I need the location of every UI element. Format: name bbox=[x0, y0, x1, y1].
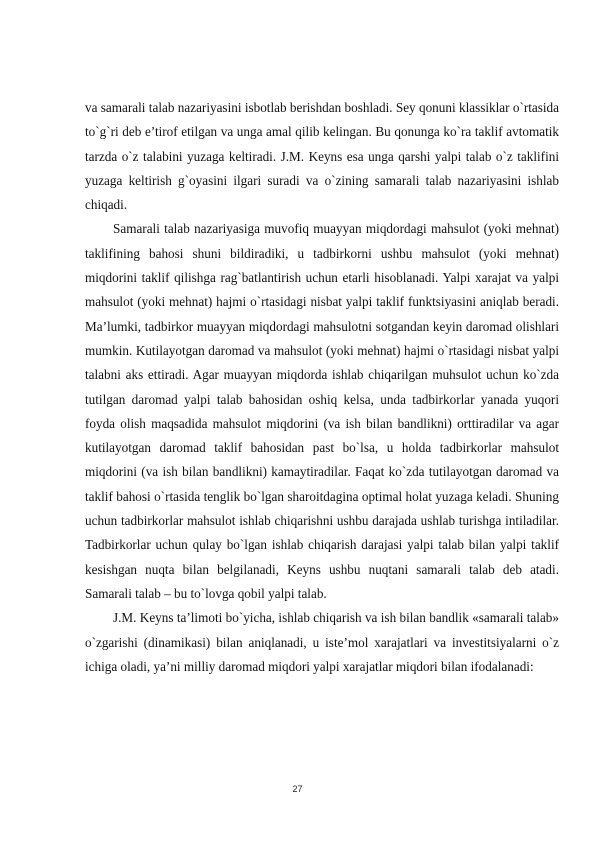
paragraph-3: J.M. Keyns ta’limoti bo`yicha, ishlab chiqarish va ish bilan bandlik «samarali talab» o`zgarishi (dinamikasi) bilan aniqlanadi, u iste’mol xarajatlari va investitsiyalarni o`z ichiga oladi, ya’ni milliy daromad miqdori yalpi xarajatlar miqdori bilan ifodalanadi: bbox=[85, 610, 559, 674]
page-number: 27 bbox=[292, 784, 303, 794]
document-body bbox=[85, 96, 559, 679]
paragraph-2: Samarali talab nazariyasiga muvofiq muayyan miqdordagi mahsulot (yoki mehnat) taklifining bahosi shuni bildiradiki, u tadbirkorni ushbu mahsulot (yoki mehnat) miqdorini taklif qilishga rag`batlantirish uchun etarli hisoblanadi. Yalpi xarajat va yalpi mahsulot (yoki mehnat) hajmi o`rtasidagi nisbat yalpi taklif funktsiyasini aniqlab beradi. Ma’lumki, tadbirkor muayyan miqdordagi mahsulotni sotgandan keyin daromad olishlari mumkin. Kutilayotgan daromad va mahsulot (yoki mehnat) hajmi o`rtasidagi nisbat yalpi talabni aks ettiradi. Agar muayyan miqdorda ishlab chiqarilgan muhsulot uchun ko`zda tutilgan daromad yalpi talab bahosidan oshiq kelsa, unda tadbirkorlar yanada yuqori foyda olish maqsadida mahsulot miqdorini (va ish bilan bandlikni) orttiradilar va agar kutilayotgan daromad taklif bahosidan past bo`lsa, u holda tadbirkorlar mahsulot miqdorini (va ish bilan bandlikni) kamaytiradilar. Faqat ko`zda tutilayotgan daromad va taklif bahosi o`rtasida tenglik bo`lgan sharoitdagina optimal holat yuzaga keladi. Shuning uchun tadbirkorlar mahsulot ishlab chiqarishni ushbu darajada ushlab turishga intiladilar. Tadbirkorlar uchun qulay bo`lgan ishlab chiqarish darajasi yalpi talab bilan yalpi taklif kesishgan nuqta bilan belgilanadi, Keyns ushbu nuqtani samarali talab deb atadi. Samarali talab – bu to`lovga qobil yalpi talab. bbox=[85, 221, 559, 601]
paragraph-1: va samarali talab nazariyasini isbotlab berishdan boshladi. Sey qonuni klassiklar o`rtasida to`g`ri deb e’tirof etilgan va unga amal qilib kelingan. Bu qonunga ko`ra taklif avtomatik tarzda o`z talabini yuzaga keltiradi. J.M. Keyns esa unga qarshi yalpi talab o`z taklifini yuzaga keltirish g`oyasini ilgari suradi va o`zining samarali talab nazariyasini ishlab chiqadi. bbox=[85, 100, 559, 213]
